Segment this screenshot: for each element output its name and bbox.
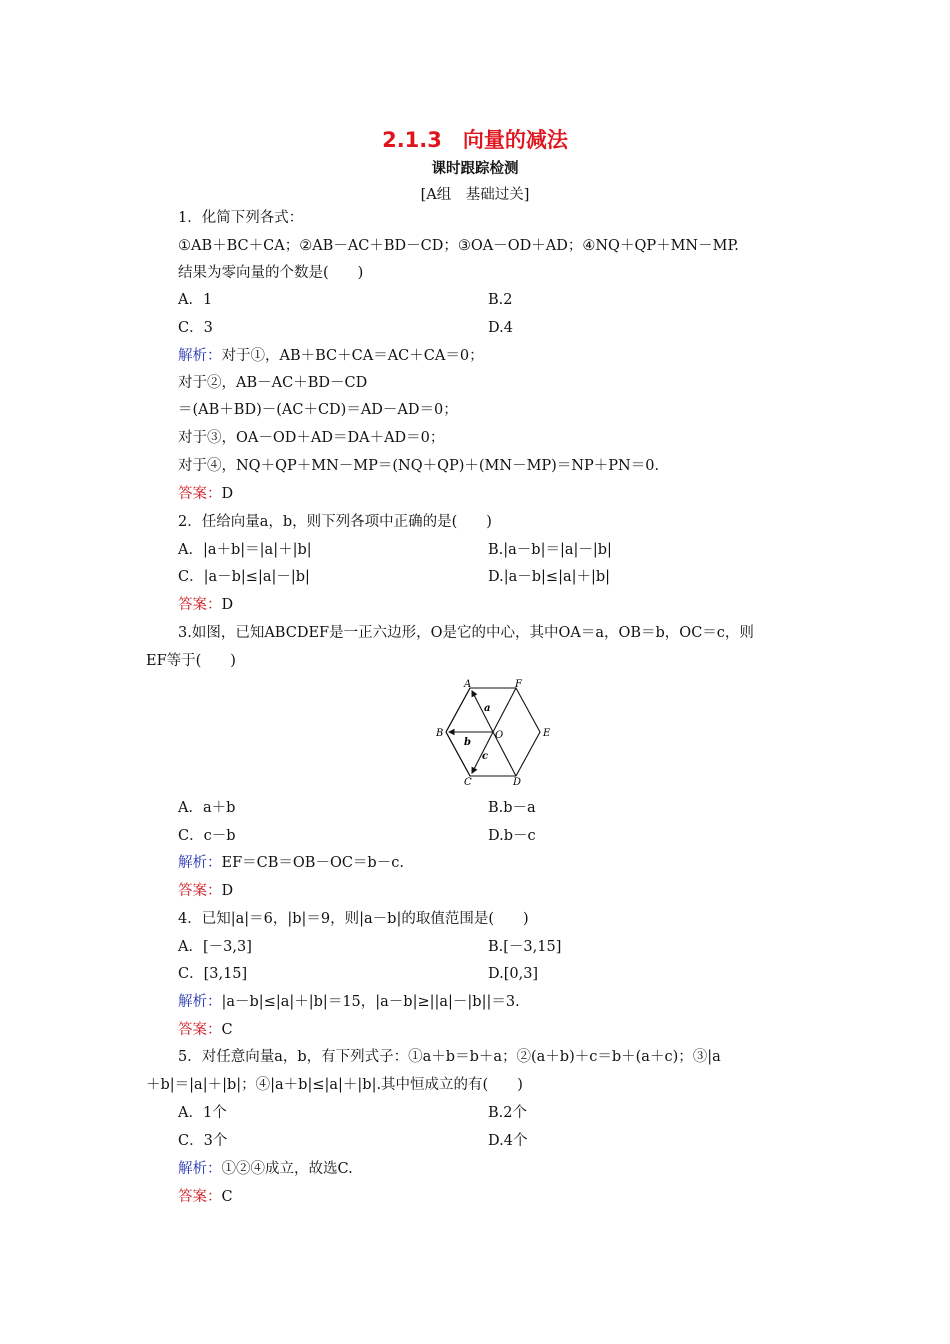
q1-ask: 结果为零向量的个数是( ) [178,265,364,281]
analysis-text: |a－b|≤|a|＋|b|＝15，|a－b|≥||a|－|b||＝3. [221,994,520,1010]
q1-items: ①AB＋BC＋CA；②AB－AC＋BD－CD；③OA－OD＋AD；④NQ＋QP＋MN－MP. [178,238,739,254]
q5-stem-line1: 5．对任意向量a，b，有下列式子：①a＋b＝b＋a；②(a＋b)＋c＝b＋(a＋c)；③|a [178,1049,721,1065]
q5-option-b: B.2个 [488,1105,527,1121]
q1-analysis-line4: 对于③，OA－OD＋AD＝DA＋AD＝0； [178,430,445,446]
hexagon-figure [428,678,558,786]
q2-answer [178,595,233,615]
q1-analysis-line3: ＝(AB＋BD)－(AC＋CD)＝AD－AD＝0； [178,402,458,418]
segment-fo [493,688,516,732]
q5-option-d: D.4个 [488,1133,528,1149]
analysis-text: EF＝CB＝OB－OC＝b－c. [221,855,404,871]
answer-value: C [221,1189,233,1205]
q2-option-c: C．|a－b|≤|a|－|b| [178,569,310,585]
answer-value: D [221,597,234,613]
q4-option-a: A．[－3,3] [178,939,252,955]
label-vec-b: b [464,737,471,748]
q2-option-d: D.|a－b|≤|a|＋|b| [488,569,611,585]
q2-option-b: B.|a－b|＝|a|－|b| [488,542,612,558]
q2-stem: 2．任给向量a，b，则下列各项中正确的是( ) [178,514,492,530]
q1-option-a: A．1 [178,292,213,308]
answer-label: 答案： [178,1189,222,1205]
q3-option-c: C．c－b [178,828,236,844]
analysis-label: 解析： [178,855,222,871]
label-b: B [436,728,444,739]
label-f: F [515,679,522,690]
label-o: O [495,730,504,741]
page-title: 2.1.3 向量的减法 [382,128,568,152]
label-d: D [513,777,522,786]
answer-label: 答案： [178,486,222,502]
analysis-text: ①②④成立，故选C. [221,1161,353,1177]
q3-stem-line1: 3.如图，已知ABCDEF是一正六边形，O是它的中心，其中OA＝a，OB＝b，OC＝c，则 [178,625,754,641]
answer-value: D [221,883,234,899]
analysis-text: 对于①，AB＋BC＋CA＝AC＋CA＝0； [221,348,484,364]
q4-option-d: D.[0,3] [488,966,539,982]
page-subtitle: 课时跟踪检测 [431,161,519,177]
q4-answer [178,1020,233,1040]
q4-stem: 4．已知|a|＝6，|b|＝9，则|a－b|的取值范围是( ) [178,911,529,927]
label-c: C [464,777,472,786]
q1-stem: 1．化简下列各式： [178,210,304,226]
q5-option-c: C．3个 [178,1133,228,1149]
q2-option-a: A．|a＋b|＝|a|＋|b| [178,542,312,558]
q4-analysis [178,992,520,1012]
q5-option-a: A．1个 [178,1105,227,1121]
q3-stem-line2: EF等于( ) [146,653,236,669]
answer-value: D [221,486,234,502]
q3-option-b: B.b－a [488,800,536,816]
q1-analysis-line5: 对于④，NQ＋QP＋MN－MP＝(NQ＋QP)＋(MN－MP)＝NP＋PN＝0. [178,458,660,474]
q1-option-d: D.4 [488,320,513,336]
analysis-label: 解析： [178,994,222,1010]
q1-option-c: C．3 [178,320,213,336]
label-vec-a: a [484,703,491,714]
analysis-label: 解析： [178,348,222,364]
label-e: E [543,728,551,739]
q1-analysis-line2: 对于②，AB－AC＋BD－CD [178,375,368,391]
answer-label: 答案： [178,1022,222,1038]
q3-option-d: D.b－c [488,828,536,844]
group-label: [A组 基础过关] [420,187,530,203]
q3-analysis [178,853,404,873]
label-vec-c: c [482,751,489,762]
analysis-label: 解析： [178,1161,222,1177]
segment-ba [446,688,470,732]
answer-label: 答案： [178,597,222,613]
answer-value: C [221,1022,233,1038]
q5-answer [178,1187,233,1207]
q1-option-b: B.2 [488,292,513,308]
q5-analysis [178,1159,353,1179]
q1-analysis-line1 [178,346,484,366]
answer-label: 答案： [178,883,222,899]
q1-answer [178,484,233,504]
q3-option-a: A．a＋b [178,800,236,816]
q5-stem-line2: ＋b|＝|a|＋|b|；④|a＋b|≤|a|＋|b|.其中恒成立的有( ) [146,1077,523,1093]
q4-option-b: B.[－3,15] [488,939,562,955]
label-a: A [464,679,472,690]
q4-option-c: C．[3,15] [178,966,248,982]
q3-answer [178,881,233,901]
